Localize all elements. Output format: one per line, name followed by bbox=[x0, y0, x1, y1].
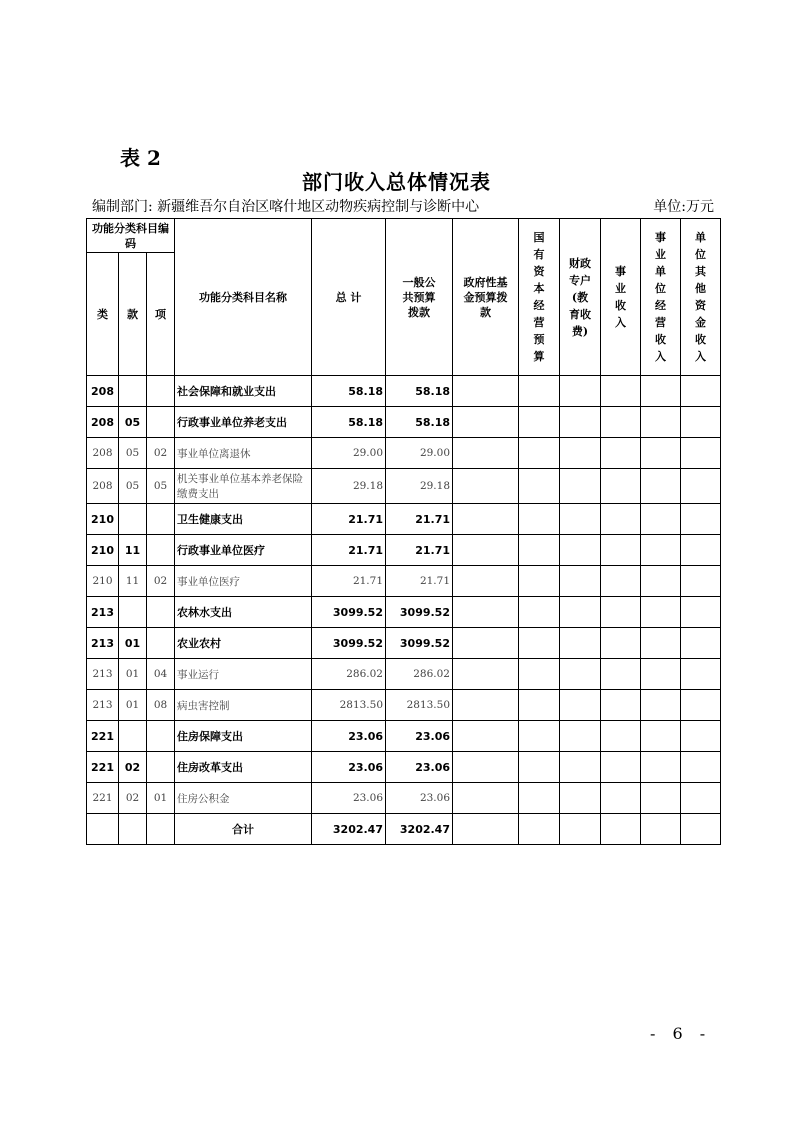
header-name: 功能分类科目名称 bbox=[175, 219, 312, 376]
general-budget-cell: 23.06 bbox=[386, 783, 453, 814]
code-kuan-cell bbox=[119, 597, 147, 628]
empty-cell bbox=[560, 469, 601, 504]
total-row bbox=[87, 814, 721, 845]
grand-total-cell: 3202.47 bbox=[312, 814, 386, 845]
empty-cell bbox=[453, 659, 519, 690]
empty-cell bbox=[681, 566, 721, 597]
empty-cell bbox=[641, 407, 681, 438]
code-kuan-cell: 02 bbox=[119, 752, 147, 783]
empty-cell bbox=[519, 597, 560, 628]
general-budget-cell: 58.18 bbox=[386, 376, 453, 407]
table-row bbox=[87, 752, 721, 783]
empty-cell bbox=[601, 504, 641, 535]
code-kuan-cell: 01 bbox=[119, 659, 147, 690]
code-kuan-cell: 05 bbox=[119, 438, 147, 469]
code-lei-cell: 208 bbox=[87, 469, 119, 504]
code-lei-cell: 221 bbox=[87, 721, 119, 752]
empty-cell bbox=[119, 814, 147, 845]
table-body bbox=[87, 376, 721, 845]
empty-cell bbox=[519, 721, 560, 752]
empty-cell bbox=[560, 814, 601, 845]
empty-cell bbox=[601, 535, 641, 566]
empty-cell bbox=[453, 566, 519, 597]
header-total: 总 计 bbox=[312, 219, 386, 376]
empty-cell bbox=[641, 814, 681, 845]
empty-cell bbox=[453, 752, 519, 783]
code-kuan-cell bbox=[119, 376, 147, 407]
code-xiang-cell bbox=[147, 407, 175, 438]
page-title: 部门收入总体情况表 bbox=[302, 170, 491, 194]
empty-cell bbox=[560, 690, 601, 721]
empty-cell bbox=[601, 628, 641, 659]
table-row bbox=[87, 376, 721, 407]
empty-cell bbox=[453, 783, 519, 814]
general-budget-cell: 58.18 bbox=[386, 407, 453, 438]
total-cell: 21.71 bbox=[312, 566, 386, 597]
total-label: 合计 bbox=[175, 814, 312, 845]
code-lei-cell: 208 bbox=[87, 376, 119, 407]
header-kuan: 款 bbox=[119, 253, 147, 376]
total-cell: 23.06 bbox=[312, 752, 386, 783]
empty-cell bbox=[453, 376, 519, 407]
table-row bbox=[87, 597, 721, 628]
code-xiang-cell bbox=[147, 628, 175, 659]
empty-cell bbox=[601, 469, 641, 504]
code-kuan-cell: 01 bbox=[119, 628, 147, 659]
code-xiang-cell bbox=[147, 597, 175, 628]
code-lei-cell: 210 bbox=[87, 566, 119, 597]
empty-cell bbox=[560, 721, 601, 752]
general-budget-cell: 2813.50 bbox=[386, 690, 453, 721]
empty-cell bbox=[453, 504, 519, 535]
dept-label: 编制部门: 新疆维吾尔自治区喀什地区动物疾病控制与诊断中心 bbox=[92, 199, 480, 215]
empty-cell bbox=[519, 535, 560, 566]
empty-cell bbox=[641, 566, 681, 597]
code-lei-cell: 213 bbox=[87, 628, 119, 659]
table-row bbox=[87, 721, 721, 752]
code-lei-cell: 221 bbox=[87, 752, 119, 783]
empty-cell bbox=[681, 690, 721, 721]
code-kuan-cell: 05 bbox=[119, 469, 147, 504]
total-cell: 3099.52 bbox=[312, 597, 386, 628]
empty-cell bbox=[453, 814, 519, 845]
empty-cell bbox=[560, 504, 601, 535]
code-xiang-cell bbox=[147, 721, 175, 752]
code-xiang-cell bbox=[147, 504, 175, 535]
header-lei: 类 bbox=[87, 253, 119, 376]
general-budget-cell: 29.18 bbox=[386, 469, 453, 504]
empty-cell bbox=[641, 752, 681, 783]
table-row bbox=[87, 783, 721, 814]
header-other: 单位其他资金收入 bbox=[681, 219, 721, 376]
empty-cell bbox=[560, 407, 601, 438]
empty-cell bbox=[641, 504, 681, 535]
total-cell: 3099.52 bbox=[312, 628, 386, 659]
empty-cell bbox=[601, 814, 641, 845]
total-cell: 21.71 bbox=[312, 504, 386, 535]
subject-name-cell: 行政事业单位医疗 bbox=[175, 535, 312, 566]
empty-cell bbox=[681, 721, 721, 752]
empty-cell bbox=[681, 628, 721, 659]
code-xiang-cell: 02 bbox=[147, 438, 175, 469]
code-xiang-cell: 05 bbox=[147, 469, 175, 504]
empty-cell bbox=[601, 690, 641, 721]
empty-cell bbox=[453, 628, 519, 659]
code-xiang-cell: 01 bbox=[147, 783, 175, 814]
subject-name-cell: 行政事业单位养老支出 bbox=[175, 407, 312, 438]
total-cell: 58.18 bbox=[312, 407, 386, 438]
code-xiang-cell: 02 bbox=[147, 566, 175, 597]
general-budget-cell: 23.06 bbox=[386, 752, 453, 783]
subject-name-cell: 社会保障和就业支出 bbox=[175, 376, 312, 407]
total-cell: 286.02 bbox=[312, 659, 386, 690]
general-budget-cell: 21.71 bbox=[386, 504, 453, 535]
total-cell: 58.18 bbox=[312, 376, 386, 407]
unit-label: 单位:万元 bbox=[653, 199, 714, 215]
code-kuan-cell bbox=[119, 721, 147, 752]
total-cell: 23.06 bbox=[312, 721, 386, 752]
general-budget-cell: 3099.52 bbox=[386, 597, 453, 628]
table-row bbox=[87, 659, 721, 690]
empty-cell bbox=[560, 659, 601, 690]
header-state-capital: 国有资本经营预算 bbox=[519, 219, 560, 376]
empty-cell bbox=[601, 597, 641, 628]
empty-cell bbox=[641, 597, 681, 628]
subject-name-cell: 机关事业单位基本养老保险缴费支出 bbox=[175, 469, 312, 504]
total-cell: 29.00 bbox=[312, 438, 386, 469]
empty-cell bbox=[519, 783, 560, 814]
empty-cell bbox=[453, 438, 519, 469]
code-kuan-cell: 02 bbox=[119, 783, 147, 814]
subject-name-cell: 农林水支出 bbox=[175, 597, 312, 628]
code-xiang-cell: 04 bbox=[147, 659, 175, 690]
subject-name-cell: 住房公积金 bbox=[175, 783, 312, 814]
code-lei-cell: 210 bbox=[87, 535, 119, 566]
header-xiang: 项 bbox=[147, 253, 175, 376]
grand-general-cell: 3202.47 bbox=[386, 814, 453, 845]
empty-cell bbox=[641, 438, 681, 469]
subject-name-cell: 住房改革支出 bbox=[175, 752, 312, 783]
header-code-group: 功能分类科目编码 bbox=[87, 219, 175, 253]
empty-cell bbox=[560, 783, 601, 814]
empty-cell bbox=[641, 376, 681, 407]
code-xiang-cell: 08 bbox=[147, 690, 175, 721]
empty-cell bbox=[641, 659, 681, 690]
empty-cell bbox=[681, 814, 721, 845]
empty-cell bbox=[453, 535, 519, 566]
code-lei-cell: 213 bbox=[87, 659, 119, 690]
empty-cell bbox=[560, 752, 601, 783]
empty-cell bbox=[453, 721, 519, 752]
empty-cell bbox=[641, 469, 681, 504]
subject-name-cell: 卫生健康支出 bbox=[175, 504, 312, 535]
subject-name-cell: 事业运行 bbox=[175, 659, 312, 690]
empty-cell bbox=[519, 752, 560, 783]
general-budget-cell: 21.71 bbox=[386, 566, 453, 597]
empty-cell bbox=[519, 504, 560, 535]
total-cell: 21.71 bbox=[312, 535, 386, 566]
code-xiang-cell bbox=[147, 535, 175, 566]
empty-cell bbox=[641, 721, 681, 752]
general-budget-cell: 23.06 bbox=[386, 721, 453, 752]
empty-cell bbox=[681, 597, 721, 628]
empty-cell bbox=[519, 407, 560, 438]
dept-unit-line bbox=[92, 196, 714, 216]
empty-cell bbox=[519, 566, 560, 597]
income-table bbox=[86, 218, 721, 845]
table-row bbox=[87, 438, 721, 469]
code-kuan-cell bbox=[119, 504, 147, 535]
empty-cell bbox=[641, 535, 681, 566]
total-cell: 23.06 bbox=[312, 783, 386, 814]
empty-cell bbox=[681, 752, 721, 783]
empty-cell bbox=[601, 659, 641, 690]
empty-cell bbox=[641, 783, 681, 814]
code-lei-cell: 213 bbox=[87, 690, 119, 721]
code-lei-cell: 208 bbox=[87, 407, 119, 438]
header-fund: 政府性基金预算拨款 bbox=[453, 219, 519, 376]
empty-cell bbox=[453, 597, 519, 628]
empty-cell bbox=[519, 376, 560, 407]
empty-cell bbox=[519, 628, 560, 659]
empty-cell bbox=[519, 690, 560, 721]
empty-cell bbox=[641, 690, 681, 721]
empty-cell bbox=[519, 814, 560, 845]
code-lei-cell: 208 bbox=[87, 438, 119, 469]
code-kuan-cell: 05 bbox=[119, 407, 147, 438]
code-kuan-cell: 11 bbox=[119, 535, 147, 566]
code-xiang-cell bbox=[147, 376, 175, 407]
empty-cell bbox=[681, 535, 721, 566]
empty-cell bbox=[519, 469, 560, 504]
table-row bbox=[87, 690, 721, 721]
subject-name-cell: 农业农村 bbox=[175, 628, 312, 659]
empty-cell bbox=[560, 566, 601, 597]
general-budget-cell: 286.02 bbox=[386, 659, 453, 690]
header-unit-business: 事业单位经营收入 bbox=[641, 219, 681, 376]
empty-cell bbox=[87, 814, 119, 845]
general-budget-cell: 21.71 bbox=[386, 535, 453, 566]
empty-cell bbox=[601, 438, 641, 469]
empty-cell bbox=[519, 438, 560, 469]
code-xiang-cell bbox=[147, 752, 175, 783]
empty-cell bbox=[681, 469, 721, 504]
empty-cell bbox=[453, 690, 519, 721]
empty-cell bbox=[681, 504, 721, 535]
table-row bbox=[87, 535, 721, 566]
subject-name-cell: 事业单位医疗 bbox=[175, 566, 312, 597]
empty-cell bbox=[519, 659, 560, 690]
header-fiscal-special: 财政专户(教育收费) bbox=[560, 219, 601, 376]
table-number: 表 2 bbox=[120, 146, 161, 170]
header-business: 事业收入 bbox=[601, 219, 641, 376]
empty-cell bbox=[147, 814, 175, 845]
header-general: 一般公共预算拨款 bbox=[386, 219, 453, 376]
general-budget-cell: 3099.52 bbox=[386, 628, 453, 659]
code-kuan-cell: 11 bbox=[119, 566, 147, 597]
empty-cell bbox=[453, 407, 519, 438]
empty-cell bbox=[681, 659, 721, 690]
empty-cell bbox=[601, 721, 641, 752]
empty-cell bbox=[681, 407, 721, 438]
code-lei-cell: 210 bbox=[87, 504, 119, 535]
empty-cell bbox=[681, 376, 721, 407]
code-lei-cell: 221 bbox=[87, 783, 119, 814]
table-row bbox=[87, 628, 721, 659]
code-lei-cell: 213 bbox=[87, 597, 119, 628]
page-number: - 6 - bbox=[650, 1024, 712, 1043]
empty-cell bbox=[560, 628, 601, 659]
table-row bbox=[87, 469, 721, 504]
total-cell: 29.18 bbox=[312, 469, 386, 504]
empty-cell bbox=[601, 376, 641, 407]
table-row bbox=[87, 566, 721, 597]
total-cell: 2813.50 bbox=[312, 690, 386, 721]
code-kuan-cell: 01 bbox=[119, 690, 147, 721]
empty-cell bbox=[453, 469, 519, 504]
empty-cell bbox=[601, 783, 641, 814]
subject-name-cell: 病虫害控制 bbox=[175, 690, 312, 721]
subject-name-cell: 事业单位离退休 bbox=[175, 438, 312, 469]
empty-cell bbox=[641, 628, 681, 659]
empty-cell bbox=[560, 438, 601, 469]
empty-cell bbox=[560, 597, 601, 628]
empty-cell bbox=[601, 566, 641, 597]
general-budget-cell: 29.00 bbox=[386, 438, 453, 469]
empty-cell bbox=[560, 535, 601, 566]
table-row bbox=[87, 504, 721, 535]
empty-cell bbox=[601, 407, 641, 438]
empty-cell bbox=[560, 376, 601, 407]
table-row bbox=[87, 407, 721, 438]
empty-cell bbox=[601, 752, 641, 783]
subject-name-cell: 住房保障支出 bbox=[175, 721, 312, 752]
empty-cell bbox=[681, 783, 721, 814]
empty-cell bbox=[681, 438, 721, 469]
